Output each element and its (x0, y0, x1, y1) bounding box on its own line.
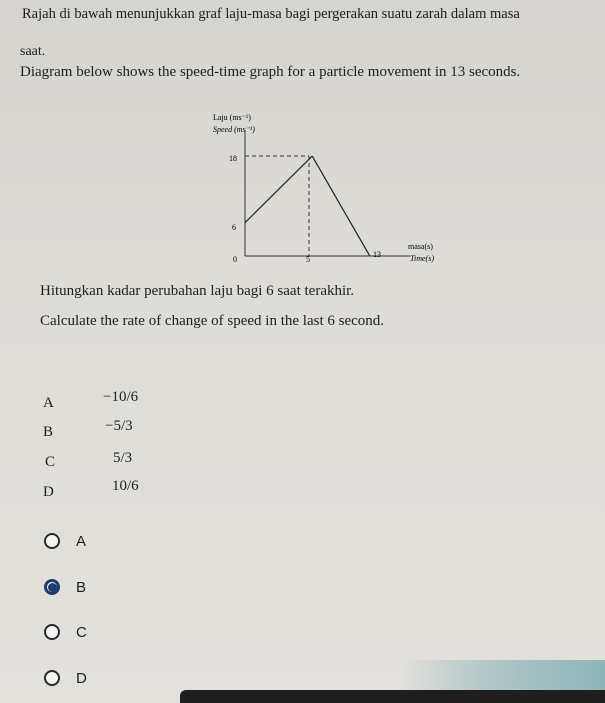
speed-time-graph (195, 108, 455, 268)
x-tick-13: 13 (373, 250, 381, 259)
graph-segment-falling (312, 156, 370, 256)
choice-label-b: B (76, 578, 87, 596)
device-edge (180, 690, 605, 703)
option-value-d: 10/6 (112, 478, 139, 494)
prompt-malay: Hitungkan kadar perubahan laju bagi 6 saat terakhir. (40, 283, 355, 299)
y-tick-18: 18 (229, 154, 237, 163)
option-letter-c: C (45, 454, 56, 470)
y-label-english: Speed (ms⁻¹) (213, 125, 255, 134)
option-letter-d: D (43, 484, 54, 500)
question-line-3: Diagram below shows the speed-time graph for a particle movement in 13 seconds. (20, 64, 521, 80)
choice-label-c: C (76, 623, 87, 641)
choice-b[interactable] (44, 574, 86, 600)
choice-label-a: A (76, 532, 87, 550)
choice-c[interactable] (44, 619, 87, 645)
origin-label: 0 (233, 255, 237, 264)
option-value-c: 5/3 (113, 450, 133, 466)
option-letter-a: A (43, 395, 54, 411)
option-letter-b: B (43, 424, 54, 440)
option-value-a: −10/6 (103, 389, 139, 405)
radio-button-a[interactable] (44, 533, 60, 549)
x-label-english: Time(s) (410, 254, 434, 263)
graph-segment-rising (245, 156, 312, 223)
choice-a[interactable] (44, 528, 86, 554)
radio-button-b[interactable] (44, 579, 60, 595)
radio-button-c[interactable] (44, 624, 60, 640)
choice-label-d: D (76, 669, 87, 687)
question-line-1: Rajah di bawah menunjukkan graf laju-masa bagi pergerakan suatu zarah dalam masa (22, 6, 520, 22)
prompt-english: Calculate the rate of change of speed in the last 6 second. (40, 313, 385, 329)
x-tick-5: 5 (306, 255, 310, 264)
choice-d[interactable] (44, 665, 87, 691)
option-value-b: −5/3 (105, 418, 133, 434)
radio-button-d[interactable] (44, 670, 60, 686)
question-line-2: saat. (20, 44, 46, 59)
y-tick-6: 6 (232, 223, 236, 232)
y-label-malay: Laju (ms⁻¹) (213, 113, 251, 122)
x-label-malay: masa(s) (408, 242, 433, 251)
